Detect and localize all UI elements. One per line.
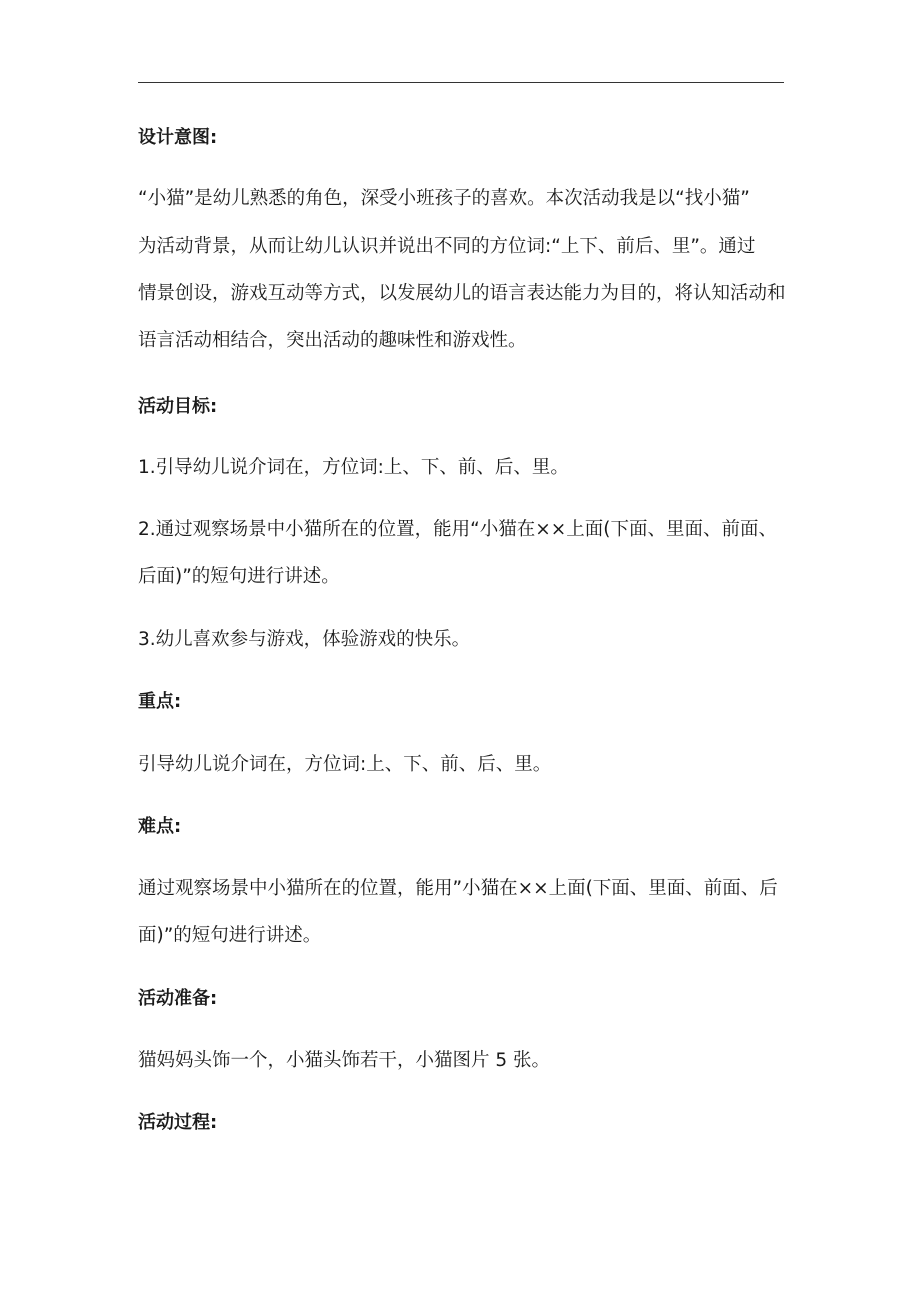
section-heading-key-point: 重点: xyxy=(138,691,182,712)
difficulty-paragraph xyxy=(138,873,788,951)
header-rule xyxy=(138,82,784,83)
paragraph-line: “小猫”是幼儿熟悉的角色，深受小班孩子的喜欢。本次活动我是以“找小猫” xyxy=(138,188,750,209)
difficulty-line: 面)”的短句进行讲述。 xyxy=(138,925,322,946)
objective-line: 后面)”的短句进行讲述。 xyxy=(138,566,340,587)
objective-line: 2.通过观察场景中小猫所在的位置，能用“小猫在××上面(下面、里面、前面、 xyxy=(138,519,777,540)
section-heading-difficulty: 难点: xyxy=(138,816,182,837)
design-intent-paragraph xyxy=(138,183,788,356)
paragraph-line: 语言活动相结合，突出活动的趣味性和游戏性。 xyxy=(138,330,527,351)
key-point-text: 引导幼儿说介词在，方位词:上、下、前、后、里。 xyxy=(138,754,552,775)
difficulty-line: 通过观察场景中小猫所在的位置，能用”小猫在××上面(下面、里面、前面、后 xyxy=(138,878,778,899)
paragraph-line: 情景创设，游戏互动等方式，以发展幼儿的语言表达能力为目的，将认知活动和 xyxy=(138,283,786,304)
preparation-text: 猫妈妈头饰一个，小猫头饰若干，小猫图片 5 张。 xyxy=(138,1050,551,1071)
section-heading-objectives: 活动目标: xyxy=(138,396,218,417)
objective-item-2 xyxy=(138,514,788,592)
section-heading-design-intent: 设计意图: xyxy=(138,127,218,148)
objective-item-3: 3.幼儿喜欢参与游戏，体验游戏的快乐。 xyxy=(138,629,471,650)
section-heading-process: 活动过程: xyxy=(138,1112,218,1133)
objective-item-1: 1.引导幼儿说介词在，方位词:上、下、前、后、里。 xyxy=(138,457,569,478)
section-heading-preparation: 活动准备: xyxy=(138,988,218,1009)
paragraph-line: 为活动背景，从而让幼儿认识并说出不同的方位词:“上下、前后、里”。通过 xyxy=(138,236,756,257)
